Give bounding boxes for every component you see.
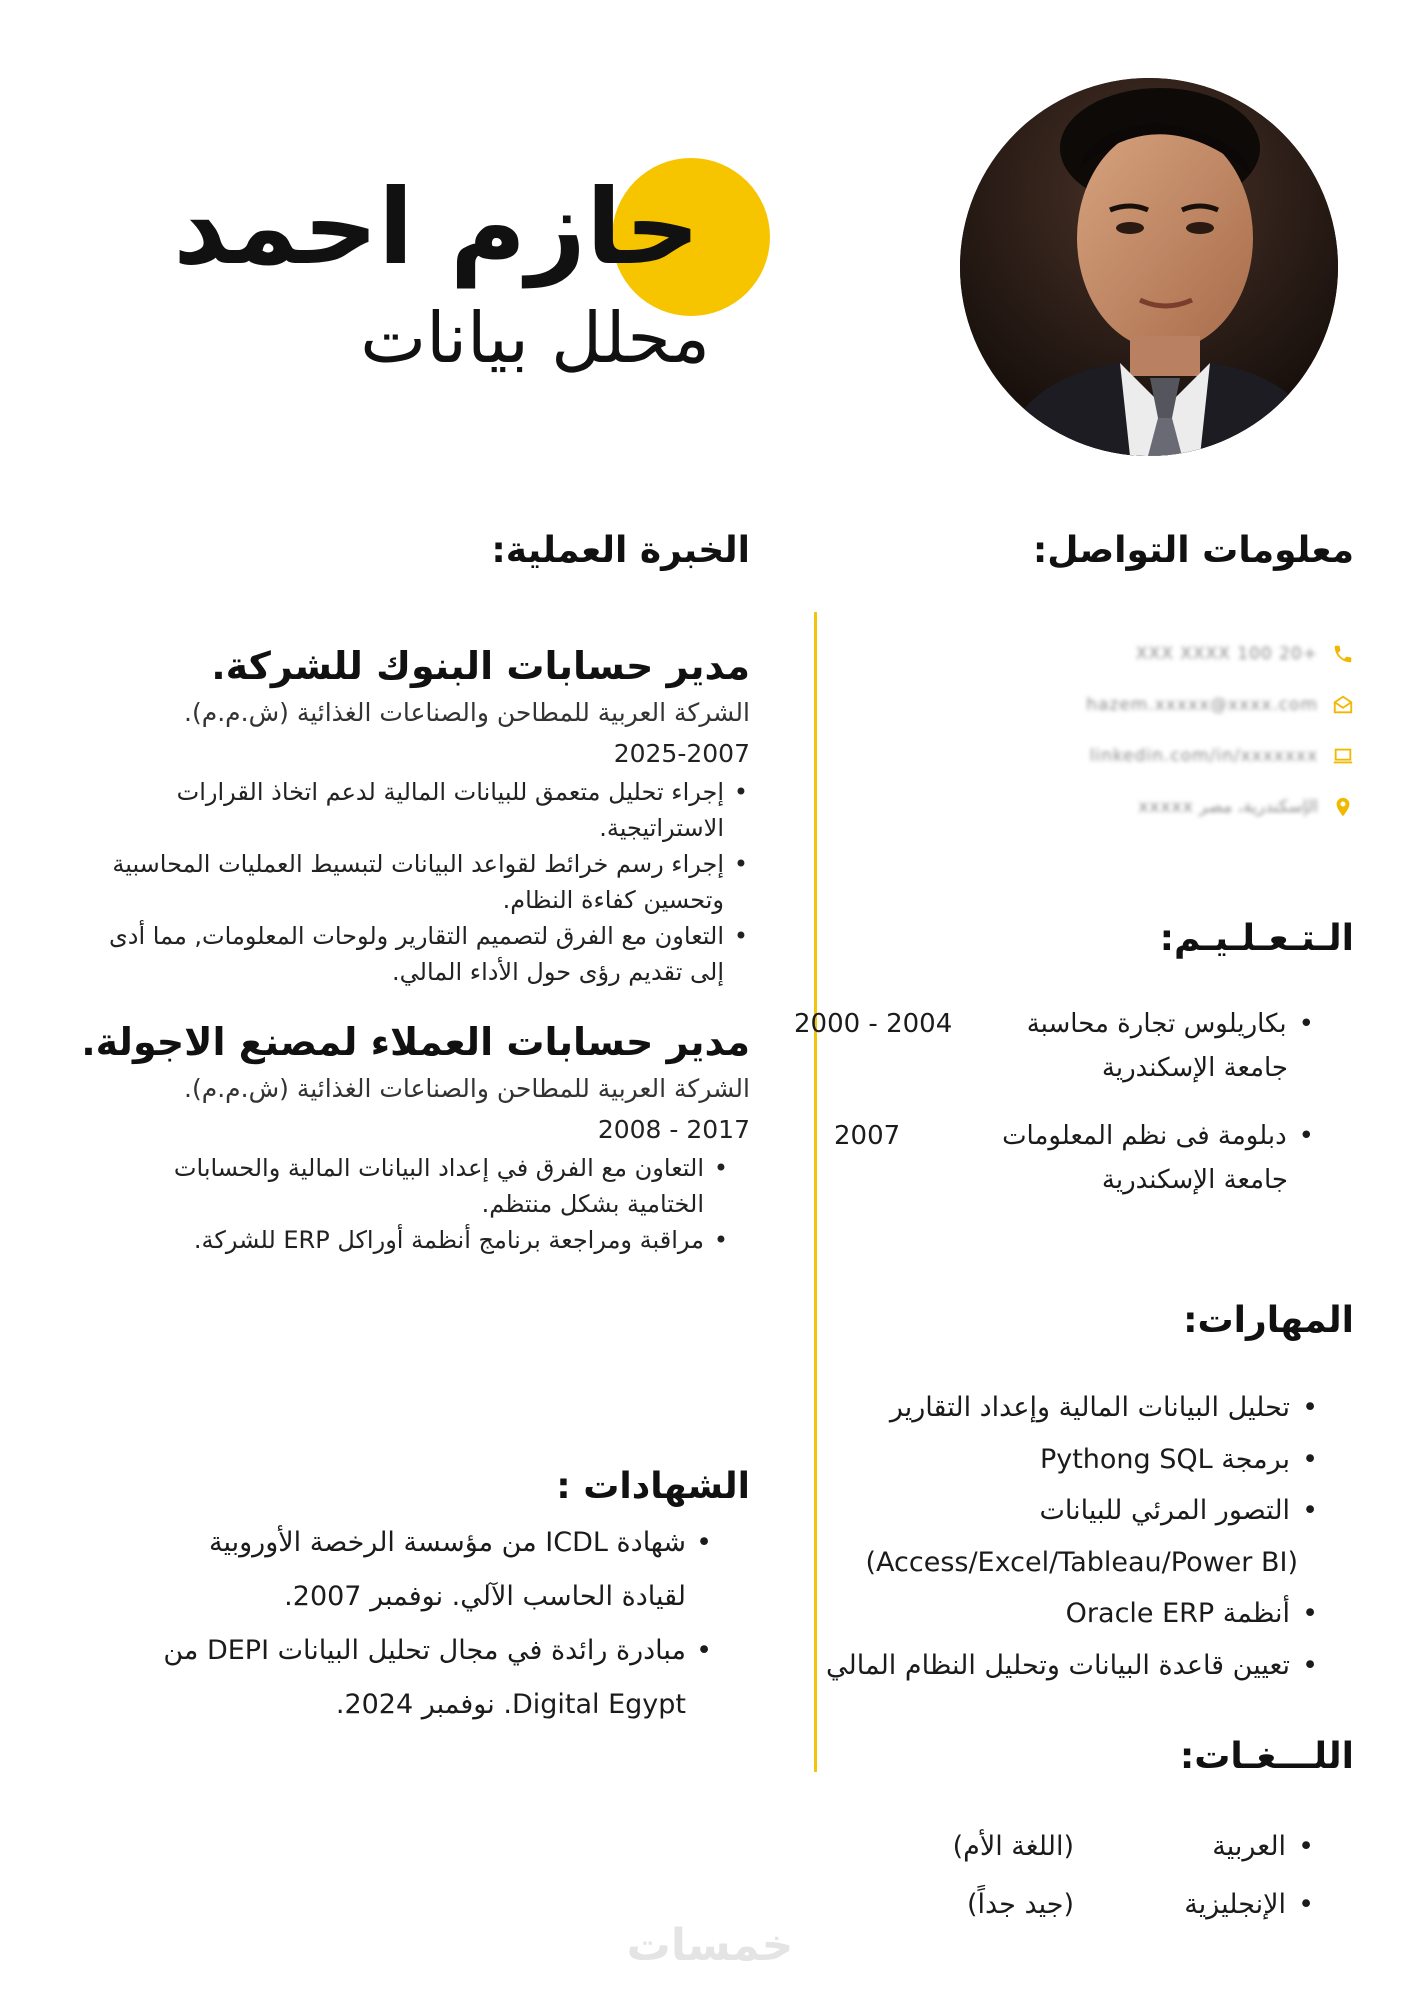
laptop-icon [1332,745,1354,767]
job-company: الشركة العربية للمطاحن والصناعات الغذائية (ش.م.م). [184,698,750,727]
contact-address-text: الإسكندرية، مصر xxxxx [1138,796,1318,817]
job-duty: • مراقبة ومراجعة برنامج أنظمة أوراكل ERP للشركة. [110,1222,730,1258]
job-company: الشركة العربية للمطاحن والصناعات الغذائية (ش.م.م). [184,1074,750,1103]
job-period: 2017 - 2008 [597,1115,750,1144]
job-duty: • إجراء رسم خرائط لقواعد البيانات لتبسيط العمليات المحاسبية وتحسين كفاءة النظام. [70,846,750,918]
job-duty: • التعاون مع الفرق في إعداد البيانات المالية والحسابات الختامية بشكل منتظم. [110,1150,730,1222]
phone-icon [1332,643,1354,665]
certificates-list [154,1516,714,1732]
languages-list [794,1818,1314,1934]
profile-photo-illustration [960,78,1338,456]
job-1 [70,640,750,990]
languages-heading: اللـــغـات: [1179,1736,1354,1777]
job-duties [110,1150,750,1258]
skill-item: • برمجة Pythong SQL [758,1434,1318,1486]
contact-website [944,730,1354,781]
skills-heading: المهارات: [1183,1300,1354,1341]
language-level: (جيد جداً) [966,1889,1074,1920]
location-pin-icon [1332,796,1354,818]
contact-email-text: hazem.xxxxx@xxxx.com [1086,694,1318,715]
contact-list [944,628,1354,832]
education-degree-2: • دبلومة فى نظم المعلومات [1002,1114,1314,1158]
contact-address [944,781,1354,832]
skill-item: (Access/Excel/Tableau/Power BI) [865,1546,1298,1578]
contact-heading: معلومات التواصل: [1032,530,1354,571]
email-icon [1332,694,1354,716]
candidate-name: حازم احمد [173,166,700,288]
contact-phone-text: +20 100 XXX XXXX [1135,643,1318,664]
language-name: • العربية [1074,1818,1314,1876]
certificate-item: • مبادرة رائدة في مجال تحليل البيانات DEPI من Digital Egypt. نوفمبر 2024. [154,1624,714,1732]
education-item-1 [794,1002,1314,1090]
education-degree-1: • بكاريلوس تجارة محاسبة [1027,1002,1314,1046]
education-years-1: 2004 - 2000 [794,1009,953,1039]
education-years-2: 2007 [834,1121,901,1151]
contact-website-text: linkedin.com/in/xxxxxxx [1089,745,1318,766]
job-duty: • إجراء تحليل متعمق للبيانات المالية لدعم اتخاذ القرارات الاستراتيجية. [70,774,750,846]
experience-heading: الخبرة العملية: [491,530,750,571]
job-duty: • التعاون مع الفرق لتصميم التقارير ولوحات المعلومات, مما أدى إلى تقديم رؤى حول الأداء المالي. [70,918,750,990]
contact-email [944,679,1354,730]
skill-item: • أنظمة Oracle ERP [758,1588,1318,1640]
language-level: (اللغة الأم) [952,1831,1074,1862]
job-title: مدير حسابات العملاء لمصنع الاجولة. [81,1020,750,1064]
skill-item: • تحليل البيانات المالية وإعداد التقارير [758,1382,1318,1434]
education-heading: الـتـعـلـيـم: [1159,918,1354,959]
job-period: 2025-2007 [613,739,750,768]
education-item-2 [794,1114,1314,1202]
language-item [794,1818,1314,1876]
education-school-1: جامعة الإسكندرية [1101,1053,1288,1083]
certificates-heading: الشهادات : [556,1466,750,1507]
skill-item: • التصور المرئي للبيانات [758,1485,1318,1537]
job-2 [70,1016,750,1258]
skill-item: • تعيين قاعدة البيانات وتحليل النظام المالي [758,1640,1318,1692]
job-title: مدير حسابات البنوك للشركة. [211,644,750,688]
watermark: خمسات [626,1920,794,1971]
skills-list [758,1382,1318,1691]
education-school-2: جامعة الإسكندرية [1101,1165,1288,1195]
candidate-job-title: محلل بيانات [360,297,710,379]
job-duties [70,774,750,990]
language-name: • الإنجليزية [1074,1876,1314,1934]
profile-photo [960,78,1338,456]
certificate-item: • شهادة ICDL من مؤسسة الرخصة الأوروبية لقيادة الحاسب الآلي. نوفمبر 2007. [154,1516,714,1624]
contact-phone [944,628,1354,679]
language-item [794,1876,1314,1934]
